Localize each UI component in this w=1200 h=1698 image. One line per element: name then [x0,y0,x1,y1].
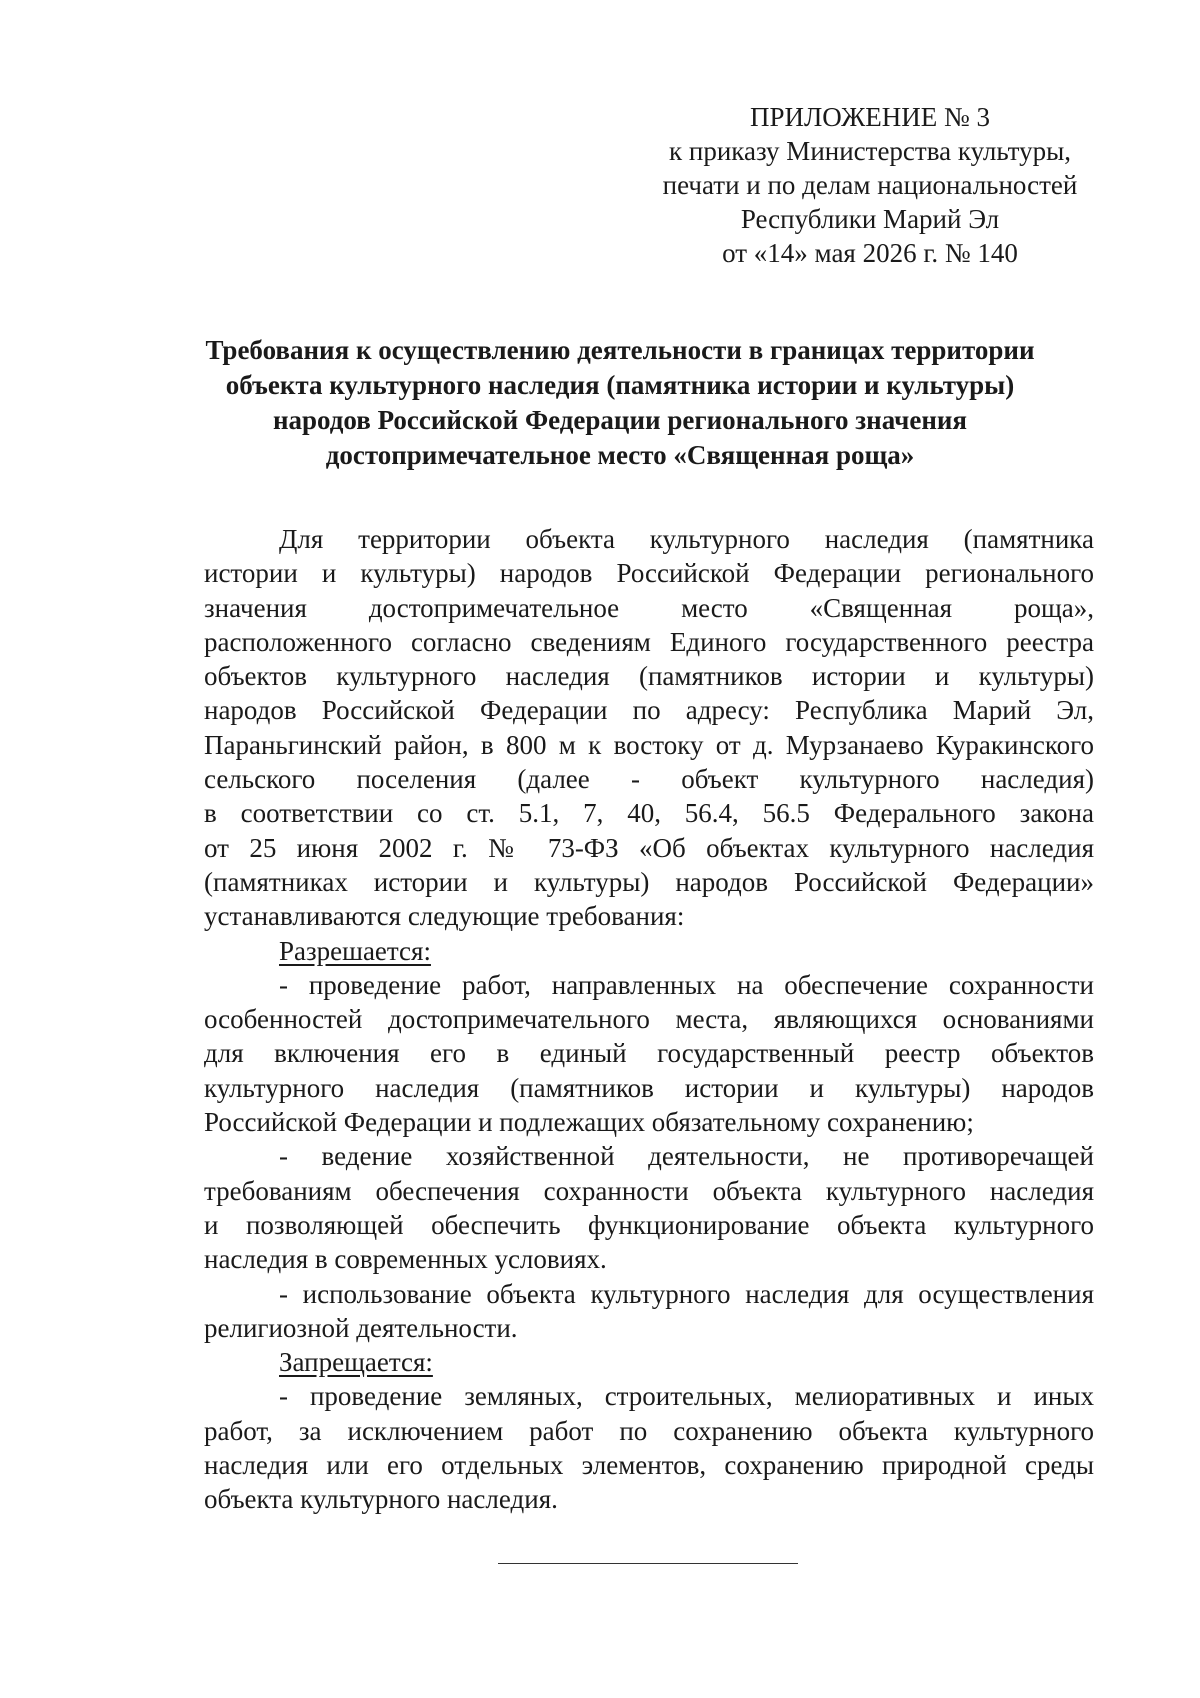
title-line: достопримечательное место «Священная роща» [325,440,915,470]
intro-paragraph [204,522,1094,934]
paragraph-line: расположенного согласно сведениям Единого государственного реестра [204,626,1094,657]
appendix-header [620,100,1120,270]
paragraph-line: значения достопримечательное место «Священная роща», [204,592,1094,623]
appendix-order-line: Республики Марий Эл [740,204,1000,234]
document-title [140,333,1100,473]
paragraph-line: культурного наследия (памятников истории и культуры) народов [204,1072,1094,1103]
paragraph-line: истории и культуры) народов Российской Федерации регионального [204,558,1094,589]
paragraph-line: объектов культурного наследия (памятников истории и культуры) [204,661,1094,692]
end-of-document-rule [498,1563,798,1564]
paragraph-line: Для территории объекта культурного наследия (памятника [279,524,1094,554]
paragraph-line: требованиям обеспечения сохранности объекта культурного наследия [204,1175,1094,1206]
paragraph-line: Параньгинский район, в 800 м к востоку от д. Мурзанаево Куракинского [204,729,1094,760]
paragraph-line: религиозной деятельности. [204,1312,518,1343]
paragraph-line: - использование объекта культурного наследия для осуществления [279,1278,1094,1309]
paragraph-line: и позволяющей обеспечить функционирование объекта культурного [204,1209,1094,1240]
forbidden-item [204,1379,1094,1516]
paragraph-line: - проведение земляных, строительных, мелиоративных и иных [279,1381,1094,1412]
allowed-item [204,1139,1094,1276]
paragraph-line: Российской Федерации и подлежащих обязательному сохранению; [204,1107,974,1138]
title-line: народов Российской Федерации регионального значения [272,405,968,435]
document-body [204,522,1094,1517]
paragraph-line: народов Российской Федерации по адресу: Республика Марий Эл, [204,695,1094,726]
appendix-order-date: от «14» мая 2026 г. № 140 [722,238,1018,268]
paragraph-line: объекта культурного наследия. [204,1484,558,1515]
paragraph-line: (памятниках истории и культуры) народов Российской Федерации» [204,866,1094,897]
paragraph-line: для включения его в единый государственный реестр объектов [204,1038,1094,1069]
paragraph-line: работ, за исключением работ по сохранению объекта культурного [204,1415,1094,1446]
allowed-item [204,1277,1094,1346]
paragraph-line: от 25 июня 2002 г. № 73-ФЗ «Об объектах культурного наследия [204,832,1094,863]
allowed-item [204,968,1094,1139]
paragraph-line: в соответствии со ст. 5.1, 7, 40, 56.4, 56.5 Федерального закона [204,798,1094,829]
title-line: объекта культурного наследия (памятника истории и культуры) [225,370,1015,400]
title-line: Требования к осуществлению деятельности в границах территории [205,335,1035,365]
appendix-order-line: печати и по делам национальностей [662,170,1078,200]
forbidden-heading: Запрещается: [279,1347,433,1378]
paragraph-line: сельского поселения (далее - объект культурного наследия) [204,764,1094,795]
paragraph-line: особенностей достопримечательного места, являющихся основаниями [204,1004,1094,1035]
paragraph-line: - ведение хозяйственной деятельности, не противоречащей [279,1141,1094,1172]
paragraph-line: - проведение работ, направленных на обеспечение сохранности [279,969,1094,1000]
paragraph-line: наследия в современных условиях. [204,1244,607,1275]
appendix-order-line: к приказу Министерства культуры, [669,136,1071,166]
allowed-heading: Разрешается: [279,935,431,966]
appendix-number: ПРИЛОЖЕНИЕ № 3 [749,102,991,132]
paragraph-line: наследия или его отдельных элементов, сохранению природной среды [204,1450,1094,1481]
paragraph-line: устанавливаются следующие требования: [204,901,685,932]
